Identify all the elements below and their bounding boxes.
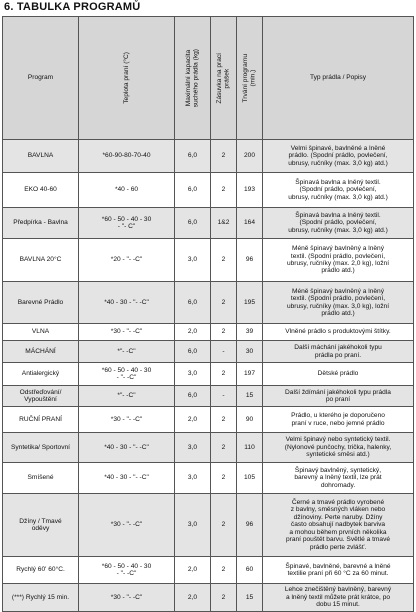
header-type: Typ prádla / Popisy [263,17,414,140]
header-row [3,17,414,140]
cell-capacity: 6,0 [175,140,211,173]
page-title: 6. TABULKA PROGRAMŮ [4,1,141,13]
cell-capacity: 3,0 [175,494,211,557]
cell-capacity: 3,0 [175,363,211,386]
cell-description: Dětské prádlo [263,363,414,386]
cell-program: BAVLNA 20°C [3,239,79,282]
cell-drawer: - [211,386,237,407]
cell-description: Velmi špinavý nebo syntetický textil. (Nylonové punčochy, trička, halenky, syntetické směsi atd.) [263,433,414,463]
table-row [3,140,414,173]
cell-capacity: 2,0 [175,324,211,341]
cell-program: EKO 40-60 [3,173,79,208]
cell-drawer: 2 [211,584,237,612]
cell-description: Lehce znečištěný bavlněný, barevný a lněný textil můžete prát krátce, po dobu 15 minut. [263,584,414,612]
cell-capacity: 3,0 [175,433,211,463]
cell-drawer: 2 [211,463,237,494]
cell-description: Špinavé, bavlněné, barevné a lněné textilie praní při 60 °C za 60 minut. [263,557,414,584]
table-row [3,494,414,557]
cell-duration: 197 [237,363,263,386]
cell-duration: 164 [237,208,263,239]
cell-drawer: 2 [211,557,237,584]
cell-temperature: *60-90-80-70-40 [79,140,175,173]
cell-description: Špinavý bavlněný, syntetický, barevný a lněný textil, lze prát dohromady. [263,463,414,494]
table-row [3,386,414,407]
header-temperature: Teplota praní (°C) [79,17,175,140]
table-row [3,282,414,324]
cell-capacity: 2,0 [175,584,211,612]
cell-description: Velmi špinavé, bavlněné a lněné prádlo. (Spodní prádlo, povlečení, ubrusy, ručníky (max. 3,0 kg) atd.) [263,140,414,173]
cell-temperature: *40 - 30 - "- -C" [79,433,175,463]
cell-program: RUČNÍ PRANÍ [3,407,79,433]
cell-temperature: *60 - 50 - 40 - 30 - "- -C" [79,363,175,386]
table-row [3,584,414,612]
cell-duration: 195 [237,282,263,324]
cell-program: Rychlý 60' 60°C. [3,557,79,584]
cell-program: Antialergický [3,363,79,386]
cell-temperature: *60 - 50 - 40 - 30 - "- C" [79,208,175,239]
cell-program: Předpírka - Bavlna [3,208,79,239]
cell-duration: 30 [237,341,263,363]
cell-program: Džíny / Tmavé oděvy [3,494,79,557]
table-row [3,208,414,239]
cell-program: Syntetika/ Sportovní [3,433,79,463]
cell-temperature: *40 - 30 - "- -C" [79,282,175,324]
cell-capacity: 3,0 [175,239,211,282]
cell-temperature: *"- -C" [79,386,175,407]
cell-capacity: 6,0 [175,208,211,239]
program-table [2,16,414,612]
table-row [3,239,414,282]
cell-capacity: 6,0 [175,386,211,407]
header-capacity: Maximální kapacita suchého prádla (kg) [175,17,211,140]
cell-program: VLNA [3,324,79,341]
cell-description: Vlněné prádlo s produktovými štítky. [263,324,414,341]
cell-drawer: 2 [211,324,237,341]
table-row [3,363,414,386]
cell-description: Prádlo, u kterého je doporučeno praní v ruce, nebo jemné prádlo [263,407,414,433]
cell-duration: 15 [237,584,263,612]
cell-drawer: 2 [211,173,237,208]
table-row [3,433,414,463]
cell-drawer: 2 [211,140,237,173]
cell-temperature: *30 - "- -C" [79,494,175,557]
table-row [3,173,414,208]
cell-drawer: 2 [211,407,237,433]
cell-duration: 193 [237,173,263,208]
cell-capacity: 6,0 [175,341,211,363]
cell-temperature: *60 - 50 - 40 - 30 - "- -C" [79,557,175,584]
table-row [3,557,414,584]
cell-drawer: 2 [211,363,237,386]
cell-temperature: *30 - "- -C" [79,584,175,612]
cell-duration: 110 [237,433,263,463]
cell-program: (***) Rychlý 15 min. [3,584,79,612]
cell-temperature: *20 - "- -C" [79,239,175,282]
cell-program: BAVLNA [3,140,79,173]
table-row [3,341,414,363]
cell-duration: 90 [237,407,263,433]
cell-temperature: *30 - "- -C" [79,324,175,341]
table-row [3,324,414,341]
cell-temperature: *"- -C" [79,341,175,363]
cell-description: Černé a tmavé prádlo vyrobené z bavlny, směsných vláken nebo džínoviny. Perte naruby. Džíny často obsahují nadbytek barviva a mohou během prvních několika praní pouštět barvu. Světlé a tmavé prádlo perte zvlášť. [263,494,414,557]
cell-description: Špinavá bavlna a lněný textil. (Spodní prádlo, povlečení, ubrusy, ručníky (max. 3,0 kg) atd.) [263,208,414,239]
cell-duration: 39 [237,324,263,341]
cell-duration: 96 [237,239,263,282]
cell-drawer: 2 [211,433,237,463]
header-duration: Trvání programu (min.) [237,17,263,140]
cell-drawer: 2 [211,282,237,324]
table-row [3,463,414,494]
cell-program: Smíšené [3,463,79,494]
cell-program: Barevné Prádlo [3,282,79,324]
cell-capacity: 2,0 [175,557,211,584]
cell-capacity: 3,0 [175,463,211,494]
cell-duration: 96 [237,494,263,557]
header-program: Program [3,17,79,140]
cell-description: Další ždímání jakéhokoli typu prádla po praní [263,386,414,407]
cell-description: Méně špinavý bavlněný a lněný textil. (Spodní prádlo, povlečení, ubrusy, ručníky (max. 2,0 kg), ložní prádlo atd.) [263,239,414,282]
cell-description: Další máchání jakéhokoli typu prádla po praní. [263,341,414,363]
cell-capacity: 2,0 [175,407,211,433]
cell-temperature: *40 - 30 - "- -C" [79,463,175,494]
cell-capacity: 6,0 [175,173,211,208]
cell-temperature: *40 - 60 [79,173,175,208]
cell-duration: 200 [237,140,263,173]
cell-duration: 15 [237,386,263,407]
cell-temperature: *30 - "- -C" [79,407,175,433]
cell-program: MÁCHÁNÍ [3,341,79,363]
cell-drawer: 2 [211,494,237,557]
cell-description: Špinavá bavlna a lněný textil. (Spodní prádlo, povlečení, ubrusy, ručníky (max. 3,0 kg) atd.) [263,173,414,208]
cell-description: Méně špinavý bavlněný a lněný textil. (Spodní prádlo, povlečení, ubrusy, ručníky (max. 3,0 kg), ložní prádlo atd.) [263,282,414,324]
cell-drawer: 1&2 [211,208,237,239]
table-row [3,407,414,433]
cell-capacity: 6,0 [175,282,211,324]
cell-program: Odstřeďování/ Vypouštění [3,386,79,407]
cell-drawer: - [211,341,237,363]
cell-duration: 60 [237,557,263,584]
cell-drawer: 2 [211,239,237,282]
cell-duration: 105 [237,463,263,494]
header-detergent-drawer: Zásuvka na prací prášek [211,17,237,140]
